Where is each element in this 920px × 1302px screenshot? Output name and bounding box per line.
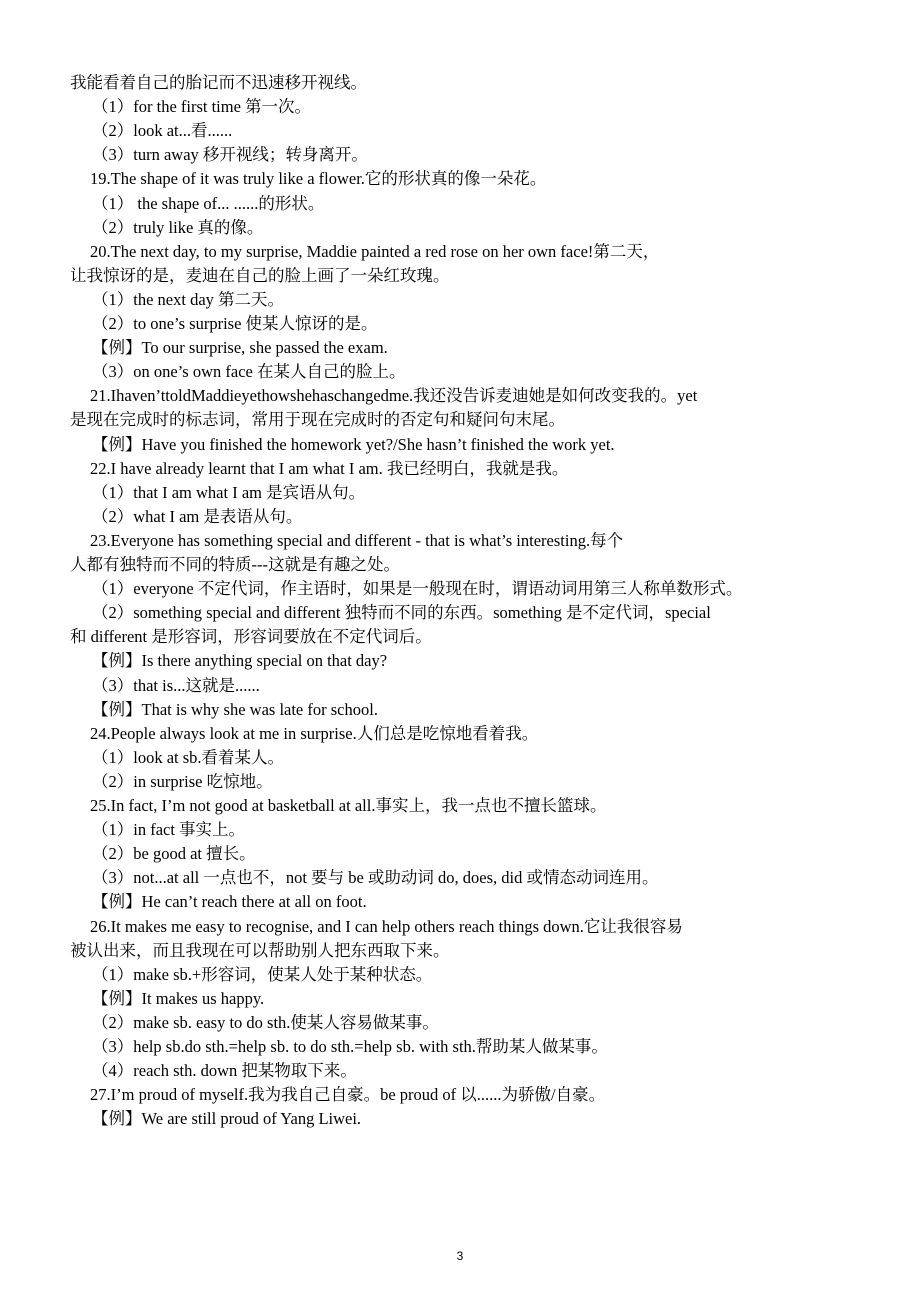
sub-point-line: （3）help sb.do sth.=help sb. to do sth.=help sb. with sth.帮助某人做某事。: [92, 1037, 608, 1056]
sub-point-line: （1）make sb.+形容词，使某人处于某种状态。: [92, 964, 433, 984]
sub-point-line: （2）look at...看......: [92, 121, 233, 141]
sub-point-line: （2）what I am 是表语从句。: [92, 506, 303, 526]
example-line: 【例】We are still proud of Yang Liwei.: [92, 1109, 362, 1129]
numbered-item-line: 27.I’m proud of myself.我为我自己自豪。be proud of 以......为骄傲/自豪。: [90, 1085, 606, 1105]
sub-point-line: （1）everyone 不定代词，作主语时，如果是一般现在时，谓语动词用第三人称单数形式。: [92, 579, 743, 599]
sub-point-line: （1）look at sb.看着某人。: [92, 747, 285, 767]
sub-point-line: （4）reach sth. down 把某物取下来。: [92, 1061, 357, 1081]
numbered-item-line: 25.In fact, I’m not good at basketball at all.事实上，我一点也不擅长篮球。: [90, 796, 607, 815]
example-line: 【例】Is there anything special on that day?: [92, 651, 388, 671]
continuation-line: 是现在完成时的标志词，常用于现在完成时的否定句和疑问句末尾。: [70, 410, 565, 430]
sub-point-line: （2）in surprise 吃惊地。: [92, 771, 273, 791]
numbered-item-line: 22.I have already learnt that I am what I am. 我已经明白，我就是我。: [90, 458, 569, 478]
example-line: 【例】To our surprise, she passed the exam.: [92, 338, 388, 358]
example-line: 【例】It makes us happy.: [92, 988, 265, 1008]
sub-point-line: （3）not...at all 一点也不，not 要与 be 或助动词 do, does, did 或情态动词连用。: [92, 868, 659, 888]
numbered-item-line: 19.The shape of it was truly like a flower.它的形状真的像一朵花。: [90, 169, 547, 189]
sub-point-line: （2）something special and different 独特而不同的东西。something 是不定代词，special: [92, 603, 711, 623]
sub-point-line: （2）to one’s surprise 使某人惊讶的是。: [92, 314, 378, 333]
sub-point-line: （1）the next day 第二天。: [92, 289, 285, 309]
sub-point-line: （2）be good at 擅长。: [92, 844, 256, 864]
sub-point-line: （2）truly like 真的像。: [92, 217, 264, 237]
page-number: 3: [456, 1249, 464, 1263]
sub-point-line: （3）on one’s own face 在某人自己的脸上。: [92, 362, 406, 382]
sub-point-line: （1）in fact 事实上。: [92, 820, 246, 840]
sub-point-line: （1）for the first time 第一次。: [92, 97, 312, 117]
continuation-line: 和 different 是形容词，形容词要放在不定代词后。: [70, 627, 432, 647]
continuation-line: 被认出来，而且我现在可以帮助别人把东西取下来。: [70, 940, 450, 960]
continuation-line: 人都有独特而不同的特质---这就是有趣之处。: [70, 555, 400, 574]
numbered-item-line: 21.Ihaven’ttoldMaddieyethowshehaschangedme.我还没告诉麦迪她是如何改变我的。yet: [90, 386, 698, 406]
example-line: 【例】Have you finished the homework yet?/She hasn’t finished the work yet.: [92, 434, 615, 454]
sub-point-line: （2）make sb. easy to do sth.使某人容易做某事。: [92, 1012, 439, 1032]
numbered-item-line: 24.People always look at me in surprise.人们总是吃惊地看着我。: [90, 723, 539, 743]
sub-point-line: （1）that I am what I am 是宾语从句。: [92, 482, 366, 502]
sub-point-line: （3）that is...这就是......: [92, 675, 260, 695]
continuation-line: 我能看着自己的胎记而不迅速移开视线。: [70, 73, 367, 92]
example-line: 【例】That is why she was late for school.: [92, 699, 378, 719]
sub-point-line: （3）turn away 移开视线；转身离开。: [92, 145, 368, 165]
numbered-item-line: 23.Everyone has something special and different - that is what’s interesting.每个: [90, 530, 624, 550]
numbered-item-line: 26.It makes me easy to recognise, and I can help others reach things down.它让我很容易: [90, 916, 683, 936]
sub-point-line: （1） the shape of... ......的形状。: [92, 193, 325, 213]
numbered-item-line: 20.The next day, to my surprise, Maddie painted a red rose on her own face!第二天，: [90, 241, 660, 261]
continuation-line: 让我惊讶的是，麦迪在自己的脸上画了一朵红玫瑰。: [70, 265, 450, 285]
example-line: 【例】He can’t reach there at all on foot.: [92, 892, 367, 912]
